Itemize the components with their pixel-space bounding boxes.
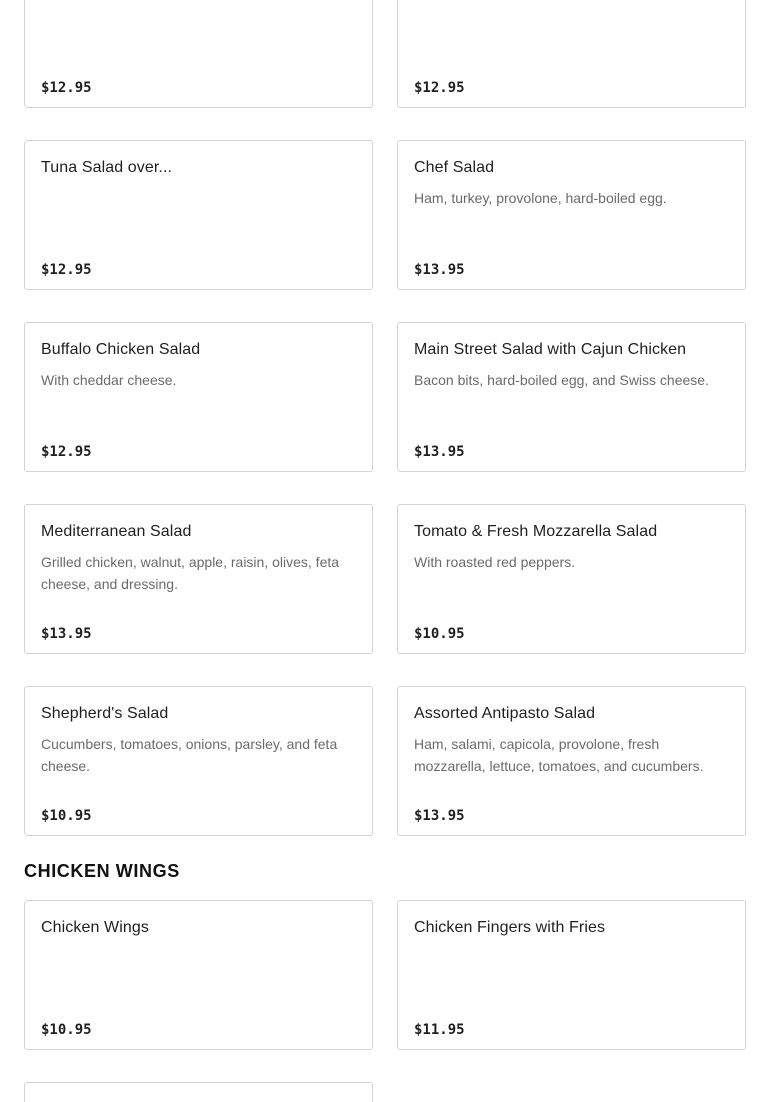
item-price: $12.95 — [41, 80, 92, 96]
menu-item-card[interactable] — [24, 900, 373, 1050]
item-description: Bacon bits, hard-boiled egg, and Swiss cheese. — [414, 372, 709, 388]
item-name: Tomato & Fresh Mozzarella Salad — [414, 523, 658, 540]
item-price: $13.95 — [414, 444, 465, 460]
item-name: Mediterranean Salad — [41, 523, 192, 540]
item-description: Cucumbers, tomatoes, onions, parsley, and feta cheese. — [41, 736, 338, 774]
item-description: Ham, salami, capicola, provolone, fresh mozzarella, lettuce, tomatoes, and cucumbers. — [414, 736, 704, 774]
item-name: Chicken Wings — [41, 919, 150, 936]
menu-item-card[interactable] — [24, 1082, 373, 1102]
menu-item-card[interactable] — [397, 140, 746, 290]
menu-item-card[interactable] — [397, 504, 746, 654]
menu-item-card[interactable] — [397, 900, 746, 1050]
item-name: Chef Salad — [414, 159, 495, 176]
menu-item-card[interactable] — [397, 686, 746, 836]
item-price: $10.95 — [41, 1022, 92, 1038]
item-price: $13.95 — [414, 262, 465, 278]
item-price: $10.95 — [41, 808, 92, 824]
item-name: Assorted Antipasto Salad — [414, 705, 596, 722]
menu-item-card[interactable] — [397, 0, 746, 108]
menu-item-card[interactable] — [24, 504, 373, 654]
item-name: Main Street Salad with Cajun Chicken — [414, 341, 687, 358]
item-description: With cheddar cheese. — [41, 372, 177, 388]
item-name: Tuna Salad over... — [41, 159, 173, 176]
menu-item-card[interactable] — [24, 322, 373, 472]
item-description: Ham, turkey, provolone, hard-boiled egg. — [414, 190, 667, 206]
item-description: With roasted red peppers. — [414, 554, 576, 570]
item-price: $12.95 — [41, 444, 92, 460]
item-name: Buffalo Chicken Salad — [41, 341, 201, 358]
item-description: Grilled chicken, walnut, apple, raisin, olives, feta cheese, and dressing. — [41, 554, 340, 592]
item-price: $11.95 — [414, 1022, 465, 1038]
menu-item-card[interactable] — [397, 322, 746, 472]
item-price: $13.95 — [414, 808, 465, 824]
item-price: $13.95 — [41, 626, 92, 642]
menu-item-card[interactable] — [24, 140, 373, 290]
item-name: Shepherd's Salad — [41, 705, 169, 722]
menu-item-card[interactable] — [24, 0, 373, 108]
section-title-chicken-wings: CHICKEN WINGS — [24, 861, 180, 881]
item-price: $10.95 — [414, 626, 465, 642]
menu-item-card[interactable] — [24, 686, 373, 836]
item-name: Chicken Fingers with Fries — [414, 919, 606, 936]
item-price: $12.95 — [414, 80, 465, 96]
item-price: $12.95 — [41, 262, 92, 278]
